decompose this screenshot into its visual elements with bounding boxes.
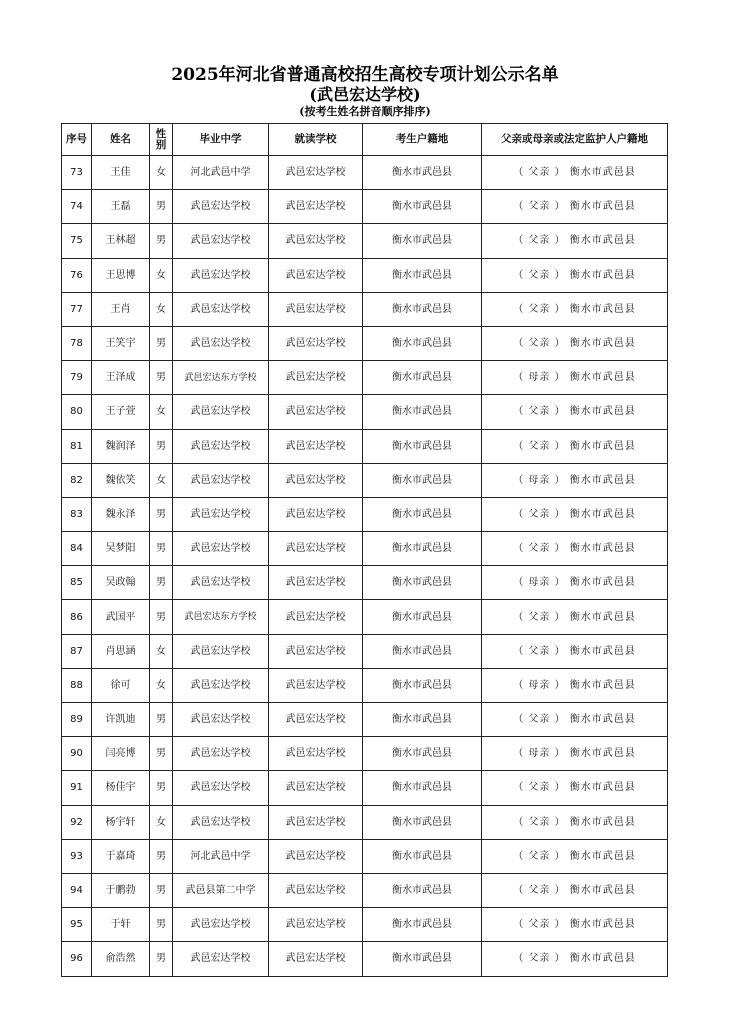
roster-table — [61, 123, 668, 977]
cell-name: 肖思涵 — [92, 634, 150, 668]
table-row — [62, 429, 668, 463]
cell-name: 王磊 — [92, 190, 150, 224]
cell-grad-school: 武邑宏达学校 — [173, 771, 269, 805]
cell-gender: 男 — [150, 839, 173, 873]
cell-no: 87 — [62, 634, 92, 668]
page-title: 2025年河北省普通高校招生高校专项计划公示名单 — [171, 65, 559, 85]
table-row — [62, 190, 668, 224]
cell-current-school: 武邑宏达学校 — [269, 224, 363, 258]
sort-note: (按考生姓名拼音顺序排序) — [299, 105, 431, 118]
cell-gender: 女 — [150, 156, 173, 190]
cell-current-school: 武邑宏达学校 — [269, 566, 363, 600]
col-header-name: 姓名 — [92, 124, 150, 156]
table-row — [62, 737, 668, 771]
table-row — [62, 634, 668, 668]
cell-current-school: 武邑宏达学校 — [269, 497, 363, 531]
cell-current-school: 武邑宏达学校 — [269, 361, 363, 395]
cell-current-school: 武邑宏达学校 — [269, 600, 363, 634]
cell-name: 俞浩然 — [92, 942, 150, 976]
cell-name: 魏润泽 — [92, 429, 150, 463]
cell-current-school: 武邑宏达学校 — [269, 429, 363, 463]
cell-name: 许凯迪 — [92, 703, 150, 737]
cell-hukou: 衡水市武邑县 — [363, 737, 482, 771]
cell-parent-hukou: （ 父亲 ） 衡水市武邑县 — [482, 224, 668, 258]
cell-name: 魏依笑 — [92, 463, 150, 497]
cell-current-school: 武邑宏达学校 — [269, 326, 363, 360]
cell-no: 96 — [62, 942, 92, 976]
cell-no: 92 — [62, 805, 92, 839]
cell-hukou: 衡水市武邑县 — [363, 634, 482, 668]
cell-gender: 男 — [150, 566, 173, 600]
table-row — [62, 532, 668, 566]
cell-gender: 男 — [150, 703, 173, 737]
cell-no: 77 — [62, 292, 92, 326]
table-row — [62, 839, 668, 873]
cell-no: 94 — [62, 873, 92, 907]
cell-name: 吴梦阳 — [92, 532, 150, 566]
cell-parent-hukou: （ 父亲 ） 衡水市武邑县 — [482, 600, 668, 634]
cell-hukou: 衡水市武邑县 — [363, 258, 482, 292]
cell-hukou: 衡水市武邑县 — [363, 703, 482, 737]
cell-gender: 女 — [150, 634, 173, 668]
table-row — [62, 258, 668, 292]
table-row — [62, 805, 668, 839]
cell-hukou: 衡水市武邑县 — [363, 873, 482, 907]
table-row — [62, 156, 668, 190]
table-row — [62, 703, 668, 737]
col-header-hukou: 考生户籍地 — [363, 124, 482, 156]
cell-grad-school: 武邑宏达学校 — [173, 668, 269, 702]
cell-no: 85 — [62, 566, 92, 600]
cell-hukou: 衡水市武邑县 — [363, 771, 482, 805]
cell-parent-hukou: （ 父亲 ） 衡水市武邑县 — [482, 634, 668, 668]
cell-current-school: 武邑宏达学校 — [269, 395, 363, 429]
cell-no: 90 — [62, 737, 92, 771]
cell-current-school: 武邑宏达学校 — [269, 634, 363, 668]
table-row — [62, 326, 668, 360]
cell-parent-hukou: （ 父亲 ） 衡水市武邑县 — [482, 292, 668, 326]
cell-grad-school: 武邑宏达学校 — [173, 805, 269, 839]
cell-grad-school: 武邑宏达学校 — [173, 703, 269, 737]
cell-hukou: 衡水市武邑县 — [363, 190, 482, 224]
cell-current-school: 武邑宏达学校 — [269, 737, 363, 771]
cell-grad-school: 武邑宏达学校 — [173, 395, 269, 429]
cell-hukou: 衡水市武邑县 — [363, 668, 482, 702]
cell-name: 魏永泽 — [92, 497, 150, 531]
cell-parent-hukou: （ 父亲 ） 衡水市武邑县 — [482, 326, 668, 360]
table-row — [62, 600, 668, 634]
cell-name: 于鹏勃 — [92, 873, 150, 907]
cell-no: 80 — [62, 395, 92, 429]
table-row — [62, 668, 668, 702]
cell-hukou: 衡水市武邑县 — [363, 429, 482, 463]
cell-current-school: 武邑宏达学校 — [269, 156, 363, 190]
table-row — [62, 566, 668, 600]
cell-gender: 女 — [150, 258, 173, 292]
cell-grad-school: 武邑宏达学校 — [173, 224, 269, 258]
cell-grad-school: 河北武邑中学 — [173, 156, 269, 190]
cell-gender: 男 — [150, 942, 173, 976]
cell-no: 93 — [62, 839, 92, 873]
cell-hukou: 衡水市武邑县 — [363, 805, 482, 839]
cell-parent-hukou: （ 母亲 ） 衡水市武邑县 — [482, 566, 668, 600]
cell-parent-hukou: （ 父亲 ） 衡水市武邑县 — [482, 156, 668, 190]
cell-grad-school: 武邑宏达学校 — [173, 429, 269, 463]
cell-grad-school: 武邑宏达东方学校 — [173, 600, 269, 634]
cell-gender: 男 — [150, 497, 173, 531]
table-row — [62, 942, 668, 976]
cell-no: 89 — [62, 703, 92, 737]
cell-grad-school: 武邑宏达东方学校 — [173, 361, 269, 395]
cell-no: 83 — [62, 497, 92, 531]
table-row — [62, 908, 668, 942]
cell-hukou: 衡水市武邑县 — [363, 839, 482, 873]
cell-name: 王肖 — [92, 292, 150, 326]
cell-hukou: 衡水市武邑县 — [363, 361, 482, 395]
cell-name: 王思博 — [92, 258, 150, 292]
cell-current-school: 武邑宏达学校 — [269, 532, 363, 566]
cell-gender: 男 — [150, 532, 173, 566]
cell-grad-school: 武邑宏达学校 — [173, 326, 269, 360]
cell-gender: 男 — [150, 771, 173, 805]
cell-parent-hukou: （ 父亲 ） 衡水市武邑县 — [482, 771, 668, 805]
cell-parent-hukou: （ 父亲 ） 衡水市武邑县 — [482, 908, 668, 942]
cell-hukou: 衡水市武邑县 — [363, 395, 482, 429]
table-header-row — [62, 124, 668, 156]
cell-parent-hukou: （ 父亲 ） 衡水市武邑县 — [482, 258, 668, 292]
cell-grad-school: 武邑宏达学校 — [173, 497, 269, 531]
cell-parent-hukou: （ 父亲 ） 衡水市武邑县 — [482, 429, 668, 463]
cell-name: 王子萱 — [92, 395, 150, 429]
cell-grad-school: 河北武邑中学 — [173, 839, 269, 873]
cell-current-school: 武邑宏达学校 — [269, 942, 363, 976]
cell-gender: 男 — [150, 361, 173, 395]
cell-grad-school: 武邑宏达学校 — [173, 463, 269, 497]
cell-parent-hukou: （ 父亲 ） 衡水市武邑县 — [482, 395, 668, 429]
table-row — [62, 395, 668, 429]
cell-name: 王佳 — [92, 156, 150, 190]
cell-no: 73 — [62, 156, 92, 190]
cell-parent-hukou: （ 父亲 ） 衡水市武邑县 — [482, 942, 668, 976]
cell-no: 75 — [62, 224, 92, 258]
cell-hukou: 衡水市武邑县 — [363, 908, 482, 942]
cell-hukou: 衡水市武邑县 — [363, 497, 482, 531]
cell-grad-school: 武邑宏达学校 — [173, 292, 269, 326]
cell-current-school: 武邑宏达学校 — [269, 703, 363, 737]
cell-gender: 男 — [150, 190, 173, 224]
cell-name: 徐可 — [92, 668, 150, 702]
cell-name: 杨佳宇 — [92, 771, 150, 805]
cell-name: 于轩 — [92, 908, 150, 942]
cell-name: 闫亮博 — [92, 737, 150, 771]
cell-grad-school: 武邑宏达学校 — [173, 737, 269, 771]
cell-parent-hukou: （ 母亲 ） 衡水市武邑县 — [482, 361, 668, 395]
cell-current-school: 武邑宏达学校 — [269, 190, 363, 224]
col-header-gender: 性别 — [150, 124, 173, 156]
cell-parent-hukou: （ 父亲 ） 衡水市武邑县 — [482, 703, 668, 737]
cell-hukou: 衡水市武邑县 — [363, 292, 482, 326]
cell-gender: 男 — [150, 224, 173, 258]
cell-hukou: 衡水市武邑县 — [363, 326, 482, 360]
cell-grad-school: 武邑县第二中学 — [173, 873, 269, 907]
cell-hukou: 衡水市武邑县 — [363, 566, 482, 600]
cell-gender: 女 — [150, 668, 173, 702]
cell-gender: 男 — [150, 326, 173, 360]
cell-grad-school: 武邑宏达学校 — [173, 258, 269, 292]
cell-grad-school: 武邑宏达学校 — [173, 566, 269, 600]
cell-gender: 男 — [150, 908, 173, 942]
table-body — [62, 156, 668, 977]
col-header-current-school: 就读学校 — [269, 124, 363, 156]
page-subtitle: (武邑宏达学校) — [309, 85, 421, 104]
cell-name: 王笑宇 — [92, 326, 150, 360]
cell-no: 86 — [62, 600, 92, 634]
cell-current-school: 武邑宏达学校 — [269, 292, 363, 326]
cell-current-school: 武邑宏达学校 — [269, 873, 363, 907]
table-row — [62, 497, 668, 531]
cell-parent-hukou: （ 父亲 ） 衡水市武邑县 — [482, 190, 668, 224]
cell-hukou: 衡水市武邑县 — [363, 156, 482, 190]
cell-current-school: 武邑宏达学校 — [269, 668, 363, 702]
cell-gender: 男 — [150, 873, 173, 907]
cell-parent-hukou: （ 母亲 ） 衡水市武邑县 — [482, 737, 668, 771]
cell-hukou: 衡水市武邑县 — [363, 532, 482, 566]
table-row — [62, 463, 668, 497]
cell-no: 78 — [62, 326, 92, 360]
cell-no: 91 — [62, 771, 92, 805]
cell-no: 74 — [62, 190, 92, 224]
cell-no: 84 — [62, 532, 92, 566]
cell-gender: 女 — [150, 292, 173, 326]
col-header-parent-hukou: 父亲或母亲或法定监护人户籍地 — [482, 124, 668, 156]
cell-grad-school: 武邑宏达学校 — [173, 908, 269, 942]
cell-grad-school: 武邑宏达学校 — [173, 532, 269, 566]
table-row — [62, 292, 668, 326]
cell-gender: 男 — [150, 429, 173, 463]
cell-gender: 男 — [150, 737, 173, 771]
cell-gender: 男 — [150, 600, 173, 634]
cell-current-school: 武邑宏达学校 — [269, 463, 363, 497]
col-header-no: 序号 — [62, 124, 92, 156]
cell-parent-hukou: （ 父亲 ） 衡水市武邑县 — [482, 497, 668, 531]
table-row — [62, 771, 668, 805]
cell-parent-hukou: （ 父亲 ） 衡水市武邑县 — [482, 873, 668, 907]
cell-parent-hukou: （ 父亲 ） 衡水市武邑县 — [482, 805, 668, 839]
cell-no: 95 — [62, 908, 92, 942]
cell-parent-hukou: （ 父亲 ） 衡水市武邑县 — [482, 839, 668, 873]
cell-grad-school: 武邑宏达学校 — [173, 942, 269, 976]
cell-no: 81 — [62, 429, 92, 463]
cell-hukou: 衡水市武邑县 — [363, 463, 482, 497]
cell-name: 杨宇轩 — [92, 805, 150, 839]
cell-grad-school: 武邑宏达学校 — [173, 634, 269, 668]
cell-grad-school: 武邑宏达学校 — [173, 190, 269, 224]
cell-current-school: 武邑宏达学校 — [269, 771, 363, 805]
cell-name: 王泽成 — [92, 361, 150, 395]
col-header-grad-school: 毕业中学 — [173, 124, 269, 156]
cell-current-school: 武邑宏达学校 — [269, 805, 363, 839]
cell-hukou: 衡水市武邑县 — [363, 224, 482, 258]
cell-name: 武国平 — [92, 600, 150, 634]
cell-name: 于嘉琦 — [92, 839, 150, 873]
cell-gender: 女 — [150, 463, 173, 497]
table-row — [62, 224, 668, 258]
cell-hukou: 衡水市武邑县 — [363, 942, 482, 976]
cell-parent-hukou: （ 母亲 ） 衡水市武邑县 — [482, 463, 668, 497]
cell-name: 吴政翰 — [92, 566, 150, 600]
cell-current-school: 武邑宏达学校 — [269, 839, 363, 873]
cell-parent-hukou: （ 父亲 ） 衡水市武邑县 — [482, 532, 668, 566]
table-row — [62, 361, 668, 395]
cell-no: 79 — [62, 361, 92, 395]
cell-no: 82 — [62, 463, 92, 497]
table-row — [62, 873, 668, 907]
cell-parent-hukou: （ 母亲 ） 衡水市武邑县 — [482, 668, 668, 702]
cell-no: 88 — [62, 668, 92, 702]
cell-current-school: 武邑宏达学校 — [269, 258, 363, 292]
cell-hukou: 衡水市武邑县 — [363, 600, 482, 634]
cell-name: 王林超 — [92, 224, 150, 258]
cell-current-school: 武邑宏达学校 — [269, 908, 363, 942]
cell-no: 76 — [62, 258, 92, 292]
cell-gender: 女 — [150, 805, 173, 839]
cell-gender: 女 — [150, 395, 173, 429]
